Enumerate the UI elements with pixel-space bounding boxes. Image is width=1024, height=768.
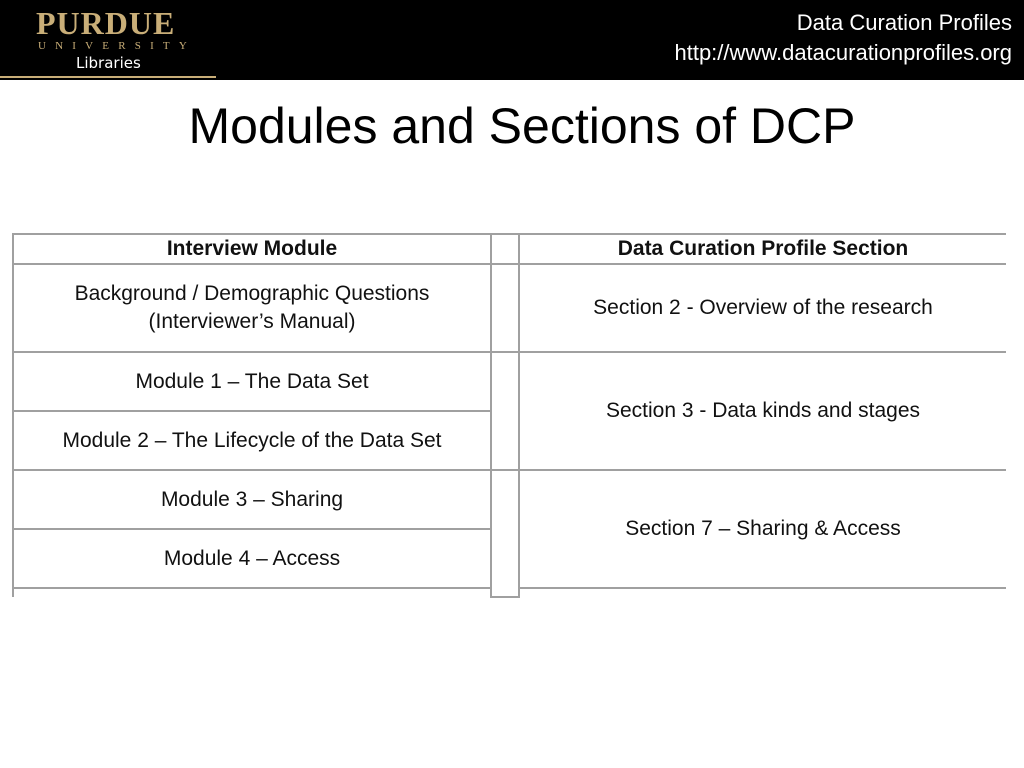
table-header-row: [13, 234, 1006, 264]
cell-module-4: Module 4 – Access: [13, 529, 491, 588]
spacer-cell: [491, 470, 519, 597]
cell-module-1: Module 1 – The Data Set: [13, 352, 491, 411]
table-row: [13, 352, 1006, 411]
logo-divider: [0, 76, 216, 78]
logo-subtitle: UNIVERSITY: [38, 40, 196, 52]
cell-module-2: Module 2 – The Lifecycle of the Data Set: [13, 411, 491, 470]
spacer-cell: [491, 264, 519, 352]
table-row: [13, 470, 1006, 529]
modules-table: [12, 233, 1006, 598]
spacer-cell: [491, 352, 519, 470]
purdue-libraries-logo: [0, 0, 216, 80]
modules-table-container: [12, 233, 1006, 599]
header-profile-section: Data Curation Profile Section: [519, 234, 1006, 264]
header-bar: [0, 0, 1024, 80]
logo-name: PURDUE: [36, 5, 176, 41]
header-info: [674, 8, 1012, 68]
header-spacer: [491, 234, 519, 264]
header-title: Data Curation Profiles: [796, 10, 1012, 35]
page-title: Modules and Sections of DCP: [188, 98, 856, 154]
table-row: [13, 264, 1006, 352]
background-line-2: (Interviewer’s Manual): [148, 310, 356, 333]
cell-section-3: Section 3 - Data kinds and stages: [519, 352, 1006, 470]
header-url: http://www.datacurationprofiles.org: [674, 40, 1012, 65]
cut-cell: [13, 588, 491, 597]
cell-section-2: Section 2 - Overview of the research: [519, 264, 1006, 352]
header-interview-module: Interview Module: [13, 234, 491, 264]
cell-section-7: Section 7 – Sharing & Access: [519, 470, 1006, 588]
cell-background-questions: [13, 264, 491, 352]
background-line-1: Background / Demographic Questions: [74, 282, 430, 305]
cell-module-3: Module 3 – Sharing: [13, 470, 491, 529]
logo-unit: Libraries: [76, 54, 141, 72]
cut-cell: [519, 588, 1006, 597]
